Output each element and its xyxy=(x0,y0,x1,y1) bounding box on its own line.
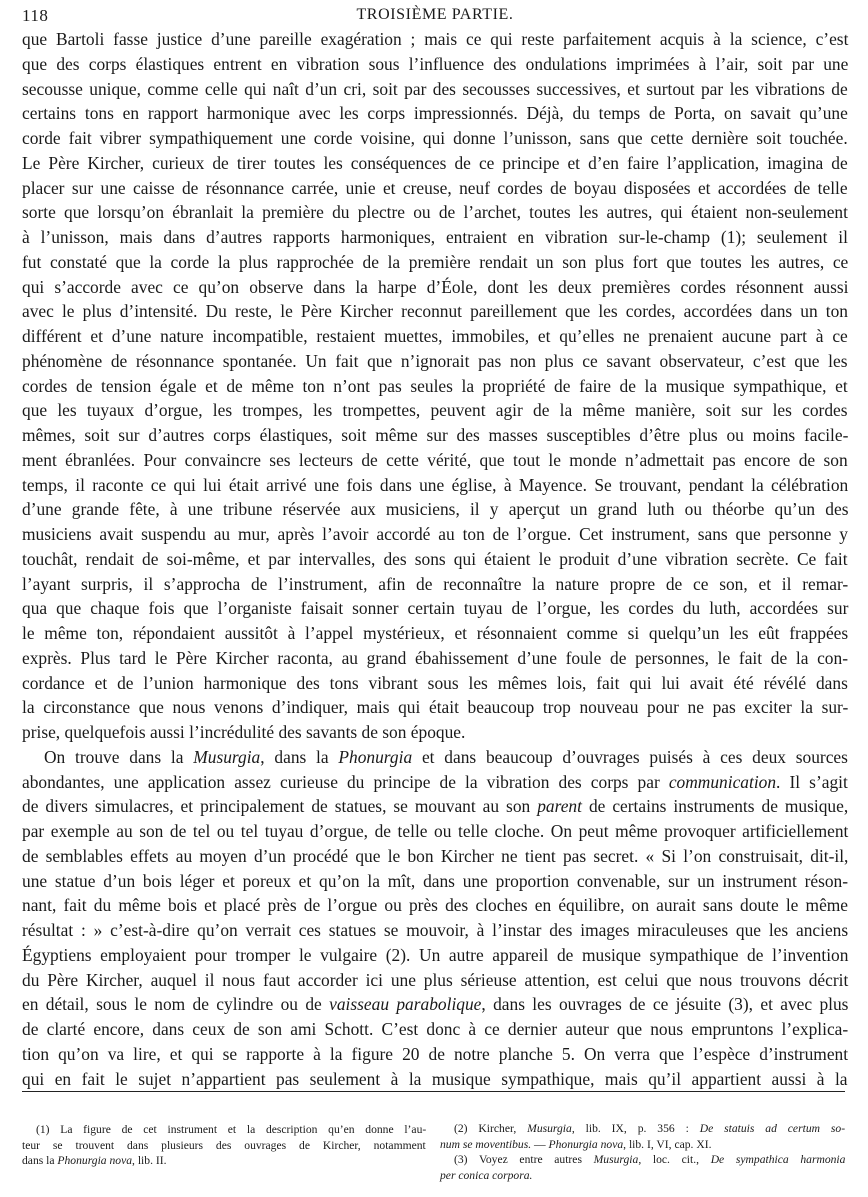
text-segment: , lib. I, VI, cap. XI. xyxy=(623,1137,712,1151)
page-number: 118 xyxy=(22,6,49,25)
italic-text: communication xyxy=(668,771,777,792)
text-segment: cordes de tension égale et de même ton n’ont pas seules la propriété de faire de la musique sympathique, et xyxy=(22,375,848,396)
text-line xyxy=(22,695,848,720)
text-line xyxy=(22,324,848,349)
text-segment: à l’unisson, mais dans d’autres rapports harmoniques, entraient en vibration sur-le-champ (1); seulement il xyxy=(22,227,848,247)
text-line xyxy=(22,596,848,621)
text-segment: , dans la xyxy=(260,746,339,767)
text-line xyxy=(22,1067,848,1092)
body-text xyxy=(22,27,848,1091)
text-line xyxy=(22,497,848,522)
text-segment: (3) Voyez entre autres xyxy=(454,1153,594,1167)
text-line xyxy=(22,943,848,968)
text-segment: qui s’accorde avec ce qu’on observe dans la harpe d’Éole, dont les deux premières cordes résonnent aussi xyxy=(22,276,849,297)
text-line xyxy=(22,522,848,547)
text-segment: résultat : » c’est-à-dire qu’on verrait ces statues se mouvoir, à l’instar des images miraculeuses que les anciens xyxy=(22,920,849,940)
text-segment: teur se trouvent dans plusieurs des ouvrages de Kircher, notamment xyxy=(22,1138,426,1152)
italic-text: num se moventibus. xyxy=(440,1137,532,1151)
text-line xyxy=(22,572,848,597)
footnote-line xyxy=(22,1138,426,1154)
text-line xyxy=(22,151,848,176)
text-segment: de clarté encore, dans ceux de son ami Schott. C’est donc à ce dernier auteur que nous empruntons l’explica- xyxy=(22,1019,849,1039)
text-line xyxy=(22,844,848,869)
text-segment: sorte que lorsqu’on ébranlait la première du plectre ou de l’archet, toutes les autres, qui étaient non-seulement xyxy=(22,202,848,223)
text-segment: et dans beaucoup d’ouvrages puisés à ces deux sources xyxy=(412,746,848,767)
text-segment: tion qu’on va lire, et qui se rapporte à la figure 20 de notre planche 5. On verra que l’espèce d’instrument xyxy=(22,1043,849,1064)
italic-text: vaisseau parabolique xyxy=(329,994,482,1015)
text-segment: que des corps élastiques entrent en vibration sous l’influence des ondulations imprimées à l’air, soit par une xyxy=(22,53,849,74)
footnote-line xyxy=(440,1168,845,1184)
text-line xyxy=(22,250,848,275)
italic-text: parent xyxy=(537,796,582,817)
text-segment: corde fait vibrer sympathiquement une corde voisine, qui donne l’unisson, sans que cette dernière soit touchée. xyxy=(22,128,848,148)
text-line xyxy=(22,646,848,671)
text-segment: différent et d’une nature incompatible, restaient muettes, immobiles, et qu’elles ne prenaient aucune part à ce xyxy=(22,326,848,346)
text-segment: , dans les ouvrages de ce jésuite (3), et avec plus xyxy=(481,994,849,1015)
footnote-line xyxy=(22,1153,426,1169)
text-line xyxy=(22,968,848,993)
italic-text: Phonurgia nova xyxy=(57,1154,133,1168)
text-segment: , lib. II. xyxy=(132,1154,167,1168)
text-segment: que Bartoli fasse justice d’une pareille exagération ; mais ce qui reste parfaitement acquis à la science, c’est xyxy=(22,29,849,49)
text-line xyxy=(22,398,848,423)
italic-text: De statuis ad certum so- xyxy=(699,1122,846,1135)
footnote-line xyxy=(22,1122,426,1138)
text-segment: mêmes, soit sur d’autres corps élastiques, soit même sur des masses susceptibles d’être plus ou moins facile- xyxy=(22,425,849,445)
text-segment: que les tuyaux d’orgue, les trompes, les trompettes, peuvent agir de la même manière, soit sur les cordes xyxy=(22,400,848,421)
text-line xyxy=(22,745,848,770)
text-line xyxy=(22,101,848,126)
text-line xyxy=(22,621,848,646)
italic-text: Musurgia xyxy=(193,746,261,767)
text-segment: d’une grande fête, à une tribune réservée aux musiciens, il y aperçut un grand luth ou théorbe qu’un des xyxy=(22,499,849,520)
text-line xyxy=(22,819,848,844)
text-segment: On trouve dans la xyxy=(44,746,194,767)
text-line xyxy=(22,176,848,201)
text-segment: par exemple au son de tel ou tel tuyau d’orgue, de telle ou telle cloche. On peut même provoquer artificiellement xyxy=(22,821,849,841)
footnote-column-left xyxy=(22,1122,426,1169)
text-segment: la circonstance que nous venons d’indiquer, mais qui était beaucoup trop nouveau pour ne pas exciter la sur- xyxy=(22,697,849,718)
text-segment: de certains instruments de musique, xyxy=(581,796,849,817)
text-line xyxy=(22,473,848,498)
italic-text: Musurgia xyxy=(527,1122,572,1135)
text-segment: cordance et de l’union harmonique des tons vibrant sous les mêmes lois, fait qui lui avait été révélé dans xyxy=(22,672,848,693)
text-line xyxy=(22,225,848,250)
text-segment: certains tons en rapport harmonique avec les corps impressionnés. Déjà, du temps de Porta, on savait qu’une xyxy=(22,103,848,124)
text-segment: avec le plus d’intensité. Du reste, le Père Kircher reconnut pareillement que les cordes, accordées dans un ton xyxy=(22,301,848,322)
text-segment: prise, quelquefois aussi l’incrédulité des savants de son époque. xyxy=(22,722,466,742)
italic-text: Phonurgia xyxy=(338,746,413,767)
text-line xyxy=(22,770,848,795)
text-line xyxy=(22,448,848,473)
text-segment: , loc. cit., xyxy=(638,1153,711,1167)
italic-text: Phonurgia nova xyxy=(548,1137,624,1151)
text-segment: abondantes, une application assez curieuse du principe de la vibration des corps par xyxy=(22,771,669,792)
text-line xyxy=(22,918,848,943)
text-line xyxy=(22,299,848,324)
text-segment: fut constaté que la corde la plus rapprochée de la première rendait un son plus fort que toutes les autres, ce xyxy=(22,251,849,272)
text-segment: une statue d’un bois léger et poreux et qu’on la mît, dans une proportion convenable, sur un instrument réson- xyxy=(22,870,849,891)
text-segment: ment ébranlées. Pour convaincre ses lecteurs de cette vérité, que tout le monde n’admettait pas encore de son xyxy=(22,449,848,470)
text-segment: (2) Kircher, xyxy=(454,1122,528,1135)
footnote-column-right xyxy=(440,1121,845,1183)
text-line xyxy=(22,1017,848,1042)
running-head: TROISIÈME PARTIE. xyxy=(356,6,514,23)
text-line xyxy=(22,893,848,918)
text-segment: — xyxy=(531,1137,549,1151)
text-segment: . Il s’agit xyxy=(776,771,848,792)
text-segment: l’ayant surpris, il s’approcha de l’instrument, afin de reconnaître la nature propre de ce son, et il remar- xyxy=(22,573,849,594)
text-segment: phénomène de résonnance spontanée. Un fait que n’ignorait pas non plus ce savant observateur, c’est que les xyxy=(22,350,848,371)
text-segment: de semblables effets au moyen d’un procédé que le bon Kircher ne tient pas secret. « Si l’on construisait, dit-il, xyxy=(22,845,849,866)
text-line xyxy=(22,992,848,1017)
text-line xyxy=(22,794,848,819)
italic-text: Musurgia xyxy=(593,1153,639,1167)
text-segment: exprès. Plus tard le Père Kircher raconta, au grand ébahissement d’une foule de personnes, le fait de la con- xyxy=(22,647,848,668)
text-segment: qua que chaque fois que l’organiste faisait sonner certain tuyau de l’orgue, les cordes du luth, accordées sur xyxy=(22,598,849,619)
text-segment: temps, il raconte ce qui lui était arrivé une fois dans une église, à Mayence. Se trouvant, pendant la célébration xyxy=(22,474,849,495)
text-segment: de divers simulacres, et principalement de statues, se mouvant au son xyxy=(22,796,538,817)
text-segment: nant, fait du même bois et placé près de l’orgue ou près des cloches en équilibre, on aurait sans doute le même xyxy=(22,895,849,916)
text-segment: musiciens avait suspendu au mur, après l’avoir accordé au ton de l’orgue. Cet instrument, sans que personne y xyxy=(22,524,848,544)
text-line xyxy=(22,275,848,300)
text-segment: Le Père Kircher, curieux de tirer toutes les conséquences de ce principe et d’en faire l’application, imagina de xyxy=(22,152,848,173)
footnote-line xyxy=(440,1137,845,1153)
text-segment: touchât, rendait de soi-même, et par intervalles, des sons qui étaient le produit d’une vibration secrète. Ce fait xyxy=(22,548,848,569)
text-segment: placer sur une caisse de résonnance carrée, unie et creuse, neuf cordes de boyau disposées et accordées de telle xyxy=(22,177,848,198)
text-line xyxy=(22,349,848,374)
text-line xyxy=(22,547,848,572)
text-segment: (1) La figure de cet instrument et la description qu’en donne l’au- xyxy=(36,1123,427,1136)
text-segment: , lib. IX, p. 356 : xyxy=(571,1122,700,1135)
footnote-rule xyxy=(22,1091,845,1092)
text-line xyxy=(22,27,848,52)
text-segment: Égyptiens employaient pour tromper le vulgaire (2). Un autre appareil de musique sympathique de l’invention xyxy=(22,944,849,965)
text-segment: dans la xyxy=(22,1154,58,1168)
text-line xyxy=(22,200,848,225)
italic-text: per conica corpora. xyxy=(440,1168,533,1182)
text-line xyxy=(22,374,848,399)
text-segment: secousse unique, comme celle qui naît d’un cri, soit par des secousses successives, et surtout par les vibrations de xyxy=(22,78,848,99)
text-segment: le même ton, répondaient aussitôt à l’appel mystérieux, et résonnaient comme si quelqu’un les eût frappées xyxy=(22,623,849,643)
text-line xyxy=(22,720,848,745)
text-segment: qui en fait le sujet n’appartient pas seulement à la musique sympathique, mais qu’il appartient aussi à la xyxy=(22,1068,848,1089)
text-line xyxy=(22,1042,848,1067)
text-segment: du Père Kircher, auquel il nous faut accorder ici une plus sérieuse attention, est celui que nous trouvons décrit xyxy=(22,969,849,990)
text-line xyxy=(22,869,848,894)
italic-text: De sympathica harmonia xyxy=(710,1153,846,1167)
footnote-line xyxy=(440,1121,845,1137)
text-line xyxy=(22,671,848,696)
text-line xyxy=(22,423,848,448)
page-header xyxy=(22,6,848,28)
text-line xyxy=(22,52,848,77)
footnote-line xyxy=(440,1152,845,1168)
text-segment: en détail, sous le nom de cylindre ou de xyxy=(22,994,330,1015)
text-line xyxy=(22,126,848,151)
text-line xyxy=(22,77,848,102)
